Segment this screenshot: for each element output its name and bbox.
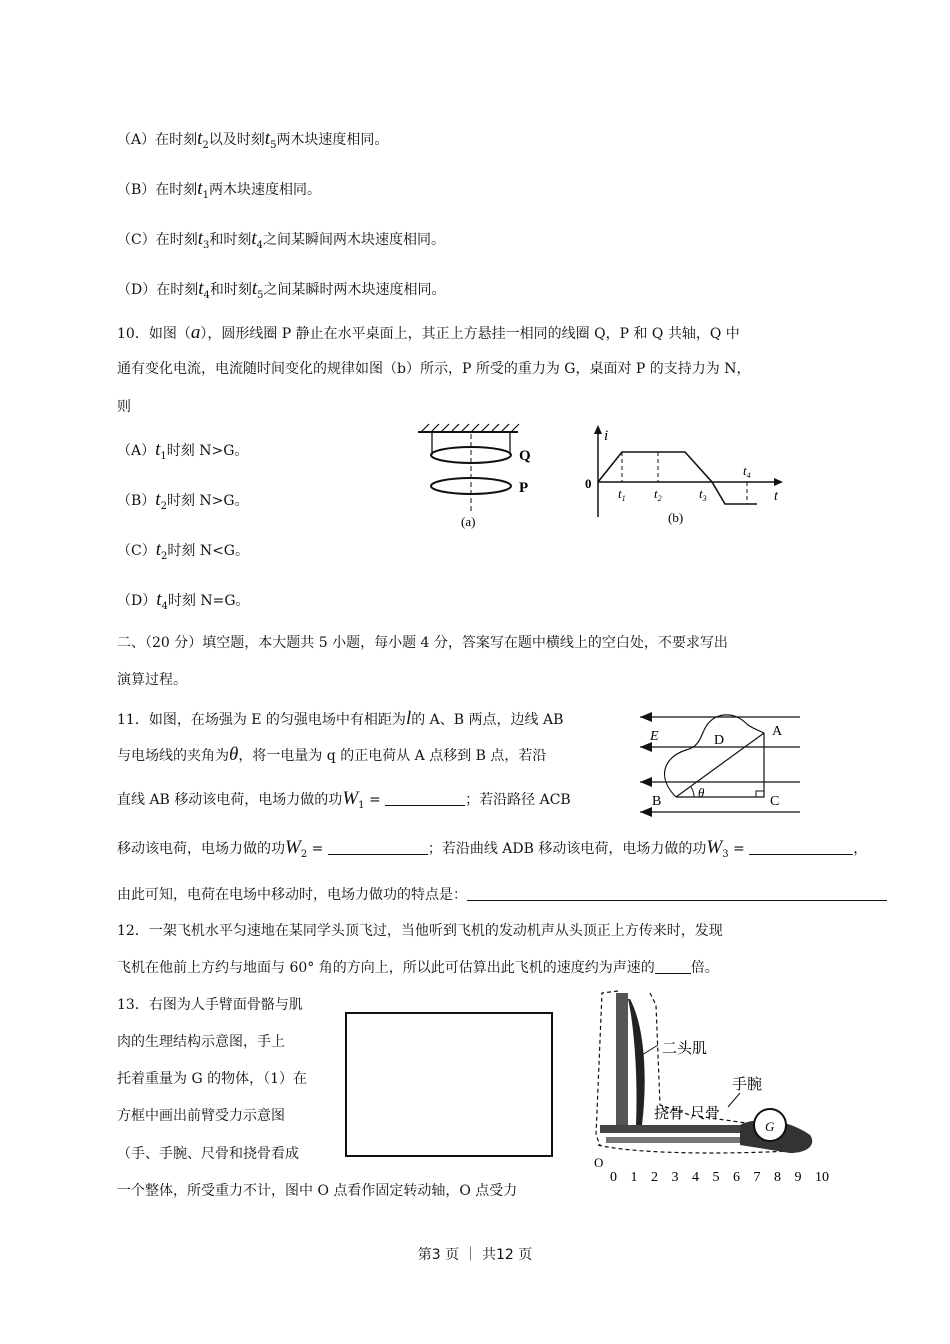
q9-option-b: （B）在时刻$t_1$两木块速度相同。: [117, 178, 321, 201]
q13-arm-figure: [590, 985, 840, 1185]
q12-stem-line2: 飞机在他前上方约与地面与 60° 角的方向上，所以此可估算出此飞机的速度约为声速的 倍。: [117, 957, 719, 978]
q11-stem-line4: 移动该电荷，电场力做的功$W_2$ = ；若沿曲线 ADB 移动该电荷，电场力做的功$W_3$ = ，: [117, 837, 868, 860]
label-wrist: 手腕: [732, 1077, 763, 1093]
caption-b: (b): [668, 510, 684, 525]
q11-figure: [636, 705, 806, 825]
coils-diagram: [415, 422, 555, 532]
q13-stem-line3: 托着重量为 G 的物体，（1）在: [117, 1071, 307, 1087]
t1-label: $t_1$: [618, 486, 626, 503]
origin-label: 0: [585, 476, 592, 491]
q12-stem-line1: 12．一架飞机水平匀速地在某同学头顶飞过，当他听到飞机的发动机声从头顶正上方传来时，发现: [117, 923, 723, 939]
q9-option-c: （C）在时刻$t_3$和时刻$t_4$之间某瞬间两木块速度相同。: [117, 228, 446, 251]
q11-stem-line1: 11．如图，在场强为 E 的匀强电场中有相距为l的 A、B 两点，边线 AB: [117, 708, 564, 729]
i-label: i: [604, 428, 609, 444]
force-diagram-answer-box[interactable]: [345, 1012, 553, 1157]
q10-option-a: $(A)t_1$时刻 N>G。: [117, 439, 249, 462]
q10-option-b: $(B)t_2$时刻 N>G。: [117, 489, 249, 512]
answer-blank-feature[interactable]: [467, 884, 887, 901]
label-p: P: [519, 480, 529, 496]
humerus-bone: [616, 993, 628, 1133]
right-angle-mark: [756, 791, 764, 797]
q10-stem-line2: 通有变化电流，电流随时间变化的规律如图（b）所示，P 所受的重力为 G，桌面对 P 的支持力为 N，: [117, 361, 751, 377]
leader-biceps: [642, 1045, 658, 1055]
label-d: D: [714, 733, 725, 748]
q13-stem-line6: 一个整体，所受重力不计，图中 O 点看作固定转动轴，O 点受力: [117, 1183, 518, 1199]
q10-option-d: $(D)t_4$时刻 N=G。: [117, 589, 250, 612]
t2-label: $t_2$: [654, 486, 662, 503]
page-footer: 第3 页 ｜ 共12 页: [417, 1247, 533, 1263]
label-ulna: 尺骨: [690, 1106, 721, 1122]
label-biceps: 二头肌: [662, 1041, 708, 1057]
section2-line2: 演算过程。: [117, 672, 187, 688]
label-radius: 挠骨: [654, 1106, 685, 1122]
answer-blank-ratio[interactable]: [655, 957, 691, 974]
forearm-bone-lower: [606, 1137, 746, 1143]
t-axis-arrow: [774, 478, 783, 486]
q10-figure-b: [582, 422, 792, 532]
scale-tick-label: 6: [733, 1170, 740, 1185]
answer-blank-w2[interactable]: [328, 838, 428, 855]
q13-stem-line1: 13．右图为人手臂面骨骼与肌: [117, 997, 303, 1013]
scale-tick-label: 5: [712, 1170, 720, 1185]
section2-line1: 二、（20 分）填空题，本大题共 5 小题，每小题 4 分，答案写在题中横线上的空白处，不要求写出: [117, 635, 728, 651]
curve-adb: [665, 715, 764, 797]
q13-stem-line4: 方框中画出前臂受力示意图: [117, 1108, 285, 1124]
biceps-muscle: [628, 999, 645, 1125]
answer-blank-w3[interactable]: [749, 838, 853, 855]
label-b: B: [652, 794, 662, 809]
q11-stem-line3: 直线 AB 移动该电荷，电场力做的功$W_1$ = ；若沿路径 ACB: [117, 788, 571, 811]
scale-tick-label: 8: [774, 1170, 781, 1185]
scale-tick-label: 9: [794, 1170, 802, 1185]
q10-stem-line3: 则: [117, 399, 131, 415]
q9-option-a: （A）在时刻$t_2$以及时刻$t_5$两木块速度相同。: [117, 128, 389, 151]
label-e: E: [650, 729, 659, 744]
scale-tick-label: 2: [651, 1170, 658, 1185]
q11-stem-line5: 由此可知，电荷在电场中移动时，电场力做功的特点是：: [117, 884, 887, 905]
arm-diagram: [590, 985, 840, 1185]
t3-label: $t_3$: [699, 486, 707, 503]
scale-tick-label: 3: [671, 1170, 679, 1185]
label-c: C: [770, 794, 780, 809]
ceiling-hatch: [421, 424, 519, 432]
i-axis-arrow: [594, 425, 602, 434]
label-g: G: [765, 1119, 775, 1134]
forearm-bone-upper: [600, 1125, 740, 1133]
upper-arm-outline-left: [596, 991, 618, 1145]
q11-stem-line2: 与电场线的夹角为θ，将一电量为 q 的正电荷从 A 点移到 B 点，若沿: [117, 744, 547, 765]
q9-option-d: （D）在时刻$t_4$和时刻$t_5$之间某瞬时两木块速度相同。: [117, 278, 446, 301]
scale-tick-label: 1: [630, 1170, 638, 1185]
caption-a: (a): [461, 514, 476, 529]
field-diagram: [636, 705, 806, 825]
q13-stem-line2: 肉的生理结构示意图，手上: [117, 1034, 285, 1050]
scale-tick-label: 10: [815, 1170, 829, 1185]
q10-figure-a: [415, 422, 555, 532]
label-theta: θ: [698, 785, 705, 800]
t4-label: $t_4$: [743, 463, 751, 480]
q10-stem-line1: 10．如图（a），圆形线圈 P 静止在水平桌面上，其正上方悬挂一相同的线圈 Q，P 和 Q 共轴，Q 中: [117, 322, 740, 343]
answer-blank-w1[interactable]: [385, 789, 465, 806]
field-arrowheads: [640, 712, 652, 817]
scale-tick-label: 7: [753, 1170, 761, 1185]
label-o: O: [594, 1155, 604, 1170]
leader-wrist: [728, 1093, 740, 1107]
label-a: A: [772, 724, 783, 739]
scale-tick-label: 0: [610, 1170, 617, 1185]
scale-ruler: [610, 1170, 829, 1185]
q10-option-c: $(C)t_2$时刻 N<G。: [117, 539, 249, 562]
label-q: Q: [519, 448, 531, 464]
t-label: t: [774, 489, 778, 504]
angle-arc: [691, 787, 694, 797]
current-time-graph: [582, 422, 792, 532]
scale-tick-label: 4: [692, 1170, 699, 1185]
q13-stem-line5: （手、手腕、尺骨和挠骨看成: [117, 1146, 299, 1162]
